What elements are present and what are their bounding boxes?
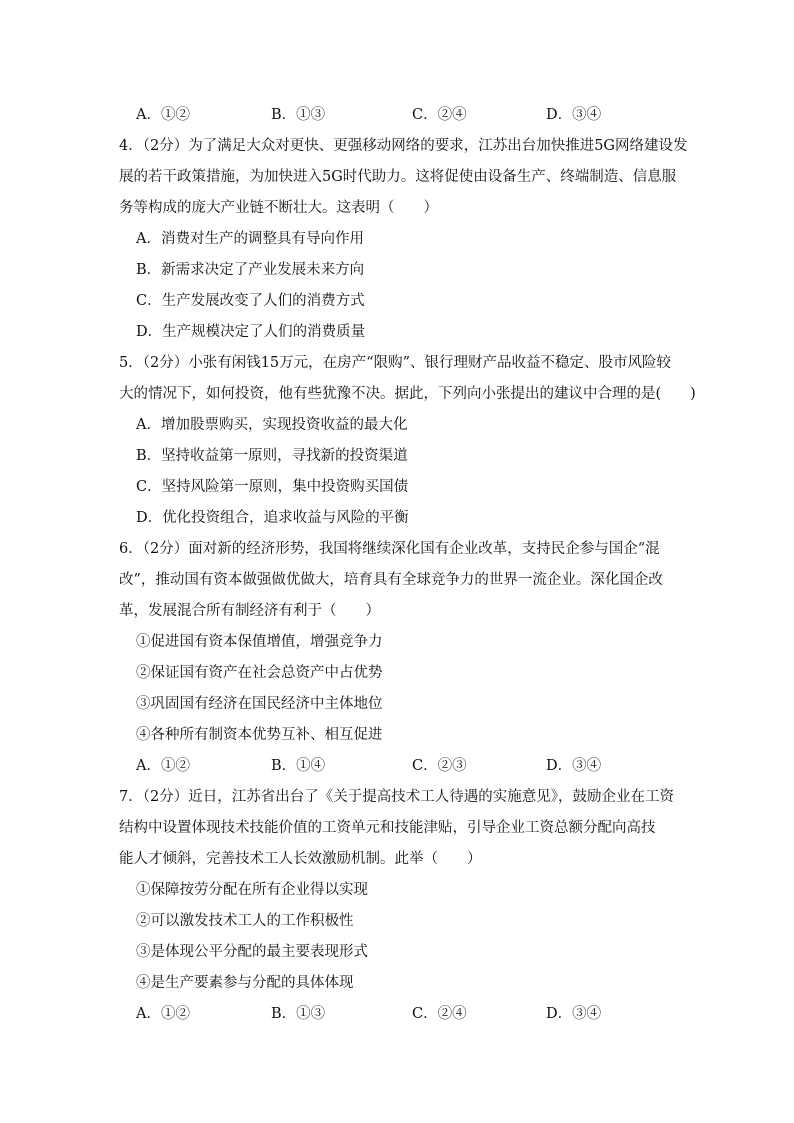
option-b: B．①③ (271, 107, 326, 123)
statement-3: ③巩固国有经济在国民经济中主体地位 (136, 696, 383, 712)
option-c: C．②③ (412, 758, 467, 774)
option-d: D．③④ (546, 1006, 602, 1022)
choice-c: C．坚持风险第一原则，集中投资购买国债 (136, 479, 409, 495)
statement-2: ②保证国有资产在社会总资产中占优势 (136, 665, 383, 681)
question-text-line: 能人才倾斜，完善技术工人长效激励机制。此举（ ） (119, 851, 482, 867)
question-4 (119, 131, 688, 348)
statement-2: ②可以激发技术工人的工作积极性 (136, 913, 354, 929)
choice-c: C．生产发展改变了人们的消费方式 (136, 293, 365, 309)
answer-options (119, 751, 679, 782)
option-d: D．③④ (546, 758, 602, 774)
choice-d: D．优化投资组合，追求收益与风险的平衡 (136, 510, 409, 526)
choice-a: A．消费对生产的调整具有导向作用 (136, 231, 364, 247)
question-text-line: 5．（2分）小张有闲钱15万元，在房产“限购”、银行理财产品收益不稳定、股市风险较 (119, 355, 671, 371)
question-6 (119, 534, 679, 782)
option-a: A．①② (136, 1006, 190, 1022)
question-text-line: 革，发展混合所有制经济有利于（ ） (119, 603, 380, 619)
choice-d: D．生产规模决定了人们的消费质量 (136, 324, 366, 340)
option-d: D．③④ (546, 107, 602, 123)
choice-b: B．新需求决定了产业发展未来方向 (136, 262, 365, 278)
question-text-line: 7．（2分）近日，江苏省出台了《关于提高技术工人待遇的实施意见》，鼓励企业在工资 (119, 789, 674, 805)
answer-options (119, 999, 679, 1030)
option-b: B．①④ (271, 758, 326, 774)
statement-1: ①保障按劳分配在所有企业得以实现 (136, 882, 368, 898)
option-c: C．②④ (412, 107, 467, 123)
page-content (119, 100, 696, 1030)
question-text-line: 展的若干政策措施，为加快进入5G时代助力。这将促使由设备生产、终端制造、信息服 (119, 169, 677, 185)
statement-3: ③是体现公平分配的最主要表现形式 (136, 944, 368, 960)
statement-4: ④各种所有制资本优势互补、相互促进 (136, 727, 383, 743)
question-text-line: 务等构成的庞大产业链不断壮大。这表明（ ） (119, 200, 438, 216)
question-text-line: 结构中设置体现技术技能价值的工资单元和技能津贴，引导企业工资总额分配向高技 (119, 820, 656, 836)
question-7 (119, 782, 679, 1030)
option-a: A．①② (136, 758, 190, 774)
prev-question-options (119, 100, 679, 131)
statement-1: ①促进国有资本保值增值，增强竞争力 (136, 634, 383, 650)
choice-a: A．增加股票购买，实现投资收益的最大化 (136, 417, 408, 433)
question-5 (119, 348, 696, 534)
choice-b: B．坚持收益第一原则，寻找新的投资渠道 (136, 448, 408, 464)
statement-4: ④是生产要素参与分配的具体体现 (136, 975, 354, 991)
question-text-line: 大的情况下，如何投资，他有些犹豫不决。据此，下列向小张提出的建议中合理的是( ) (119, 386, 696, 402)
question-text-line: 改”，推动国有资本做强做优做大，培育具有全球竞争力的世界一流企业。深化国企改 (119, 572, 663, 588)
question-text-line: 6．（2分）面对新的经济形势，我国将继续深化国有企业改革，支持民企参与国企“混 (119, 541, 660, 557)
option-b: B．①③ (271, 1006, 326, 1022)
option-a: A．①② (136, 107, 190, 123)
question-text-line: 4．（2分）为了满足大众对更快、更强移动网络的要求，江苏出台加快推进5G网络建设发 (119, 138, 688, 154)
option-c: C．②④ (412, 1006, 467, 1022)
